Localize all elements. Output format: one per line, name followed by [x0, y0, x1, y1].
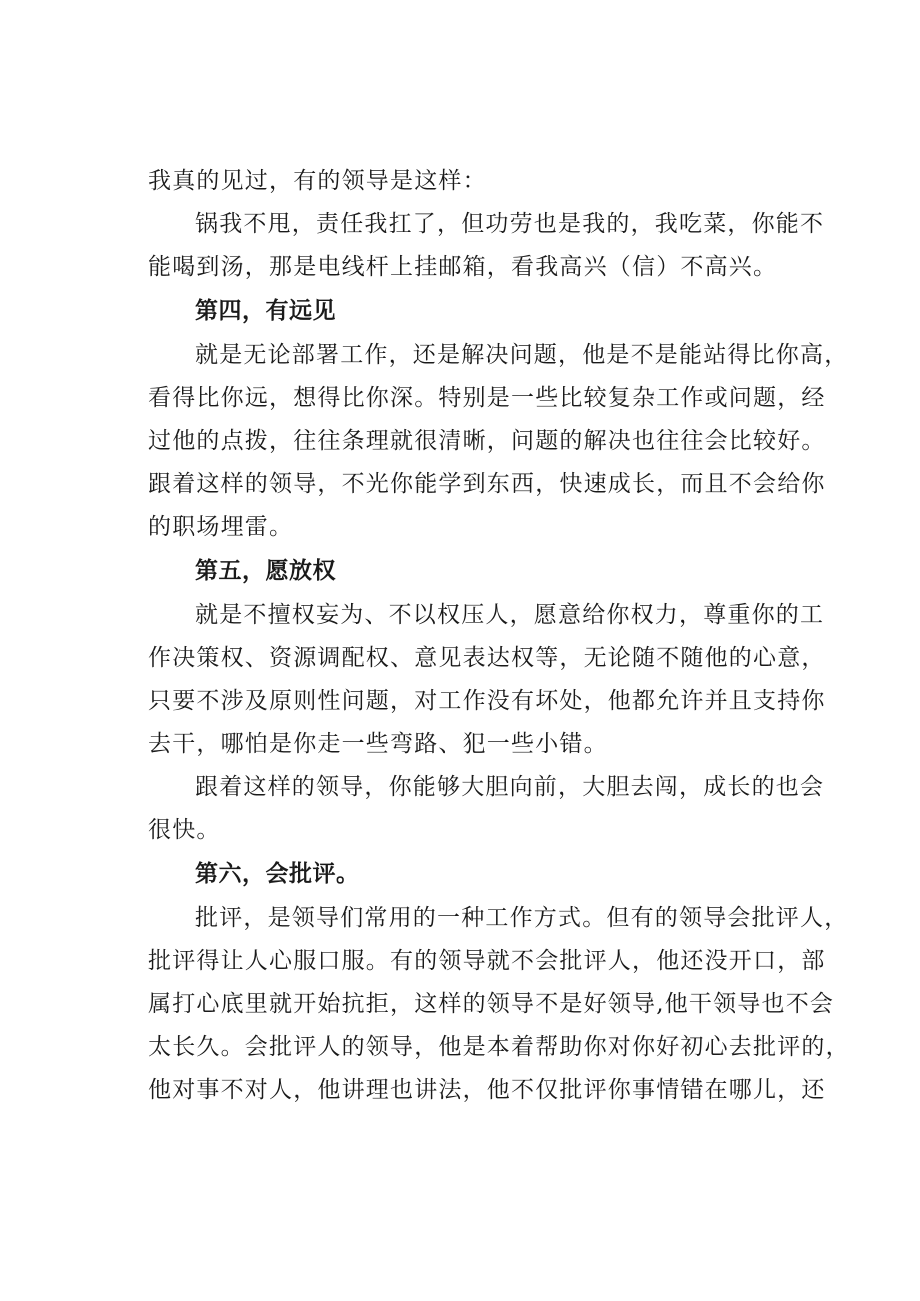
- paragraph: [148, 766, 825, 852]
- text-line: 只要不涉及原则性问题，对工作没有坏处，他都允许并且支持你: [148, 688, 826, 714]
- text-line: 跟着这样的领导，你能够大胆向前，大胆去闯，成长的也会: [195, 774, 825, 800]
- section-heading: 第六，会批评。: [195, 861, 360, 887]
- text-line: 锅我不甩，责任我扛了，但功劳也是我的，我吃菜，你能不: [195, 211, 825, 237]
- text-line: 看得比你远，想得比你深。特别是一些比较复杂工作或问题，经: [148, 385, 826, 411]
- text-line: 就是无论部署工作，还是解决问题，他是不是能站得比你高，: [195, 342, 849, 368]
- text-line: 他对事不对人，他讲理也讲法，他不仅批评你事情错在哪儿，还: [148, 1077, 826, 1103]
- text-line: 属打心底里就开始抗拒，这样的领导不是好领导,他干领导也不会: [148, 991, 835, 1017]
- text-line: 就是不擅权妄为、不以权压人，愿意给你权力，尊重你的工: [195, 602, 825, 628]
- paragraph: [148, 334, 849, 549]
- paragraph: [148, 203, 825, 289]
- section-heading: 第五，愿放权: [195, 558, 336, 584]
- section-heading: 第四，有远见: [195, 298, 336, 324]
- text-line: 的职场埋雷。: [148, 514, 294, 540]
- text-line: 我真的见过，有的领导是这样：: [148, 168, 487, 194]
- text-line: 跟着这样的领导，不光你能学到东西，快速成长，而且不会给你: [148, 471, 826, 497]
- paragraph: [148, 897, 850, 1112]
- text-line: 过他的点拨，往往条理就很清晰，问题的解决也往往会比较好。: [148, 428, 826, 454]
- text-line: 很快。: [148, 817, 221, 843]
- paragraph: [148, 160, 808, 203]
- paragraph: [148, 594, 826, 766]
- text-line: 去干，哪怕是你走一些弯路、犯一些小错。: [148, 731, 608, 757]
- text-line: 太长久。会批评人的领导，他是本着帮助你对你好初心去批评的，: [148, 1034, 850, 1060]
- text-line: 作决策权、资源调配权、意见表达权等，无论随不随他的心意，: [148, 645, 826, 671]
- document-body: [148, 160, 850, 1112]
- text-line: 能喝到汤，那是电线杆上挂邮箱，看我高兴（信）不高兴。: [148, 254, 778, 280]
- text-line: 批评，是领导们常用的一种工作方式。但有的领导会批评人，: [195, 905, 849, 931]
- text-line: 批评得让人心服口服。有的领导就不会批评人，他还没开口，部: [148, 948, 826, 974]
